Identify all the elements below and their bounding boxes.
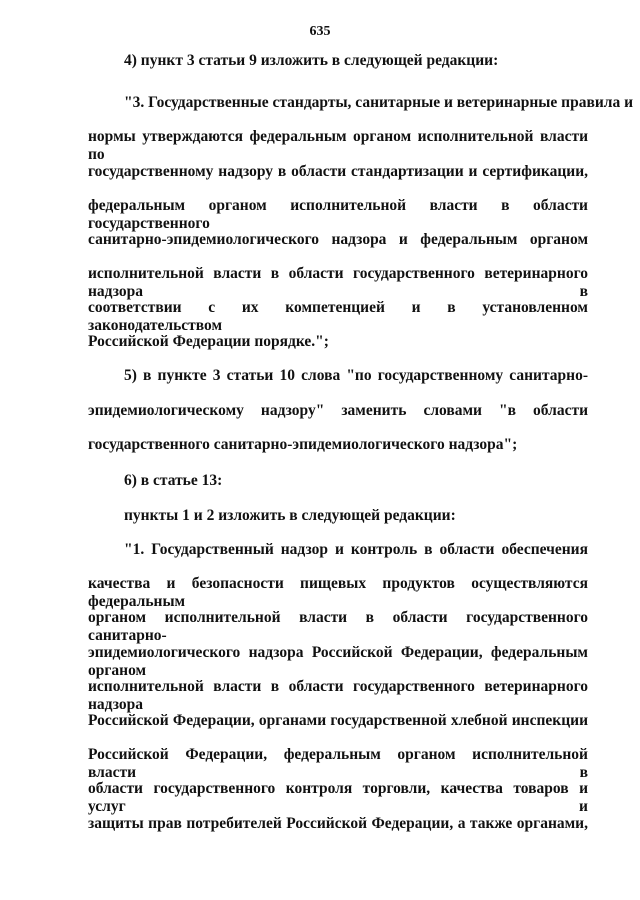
text-line-3: нормы утверждаются федеральным органом исполнительной власти по <box>88 128 588 163</box>
text-line-13: 6) в статье 13: <box>124 472 223 489</box>
text-line-19: исполнительной власти в области государственного ветеринарного надзора <box>88 678 588 713</box>
page-number: 635 <box>309 24 331 39</box>
text-line-16: качества и безопасности пищевых продуктов осуществляются федеральным <box>88 575 588 610</box>
text-line-17: органом исполнительной власти в области государственного санитарно- <box>88 609 588 644</box>
text-line-14: пункты 1 и 2 изложить в следующей редакции: <box>124 507 456 524</box>
text-line-10: 5) в пункте 3 статьи 10 слова "по государственному санитарно- <box>124 367 588 384</box>
text-line-8: соответствии с их компетенцией и в установленном законодательством <box>88 299 588 334</box>
text-line-23: защиты прав потребителей Российской Федерации, а также органами, <box>88 815 588 832</box>
text-line-2: "3. Государственные стандарты, санитарные и ветеринарные правила и <box>124 94 633 111</box>
text-line-12: государственного санитарно-эпидемиологического надзора"; <box>88 436 518 453</box>
text-line-22: области государственного контроля торговли, качества товаров и услуг и <box>88 780 588 815</box>
text-line-5: федеральным органом исполнительной власти в области государственного <box>88 197 588 232</box>
text-line-15: "1. Государственный надзор и контроль в области обеспечения <box>124 541 588 558</box>
text-line-9: Российской Федерации порядке."; <box>88 333 329 350</box>
text-line-1: 4) пункт 3 статьи 9 изложить в следующей редакции: <box>124 52 499 69</box>
text-line-11: эпидемиологическому надзору" заменить словами "в области <box>88 402 588 419</box>
text-line-21: Российской Федерации, федеральным органом исполнительной власти в <box>88 746 588 781</box>
text-line-6: санитарно-эпидемиологического надзора и федеральным органом <box>88 231 588 248</box>
text-line-18: эпидемиологического надзора Российской Федерации, федеральным органом <box>88 644 588 679</box>
text-line-7: исполнительной власти в области государственного ветеринарного надзора в <box>88 265 588 300</box>
text-line-20: Российской Федерации, органами государственной хлебной инспекции <box>88 712 588 729</box>
text-line-4: государственному надзору в области стандартизации и сертификации, <box>88 163 588 180</box>
